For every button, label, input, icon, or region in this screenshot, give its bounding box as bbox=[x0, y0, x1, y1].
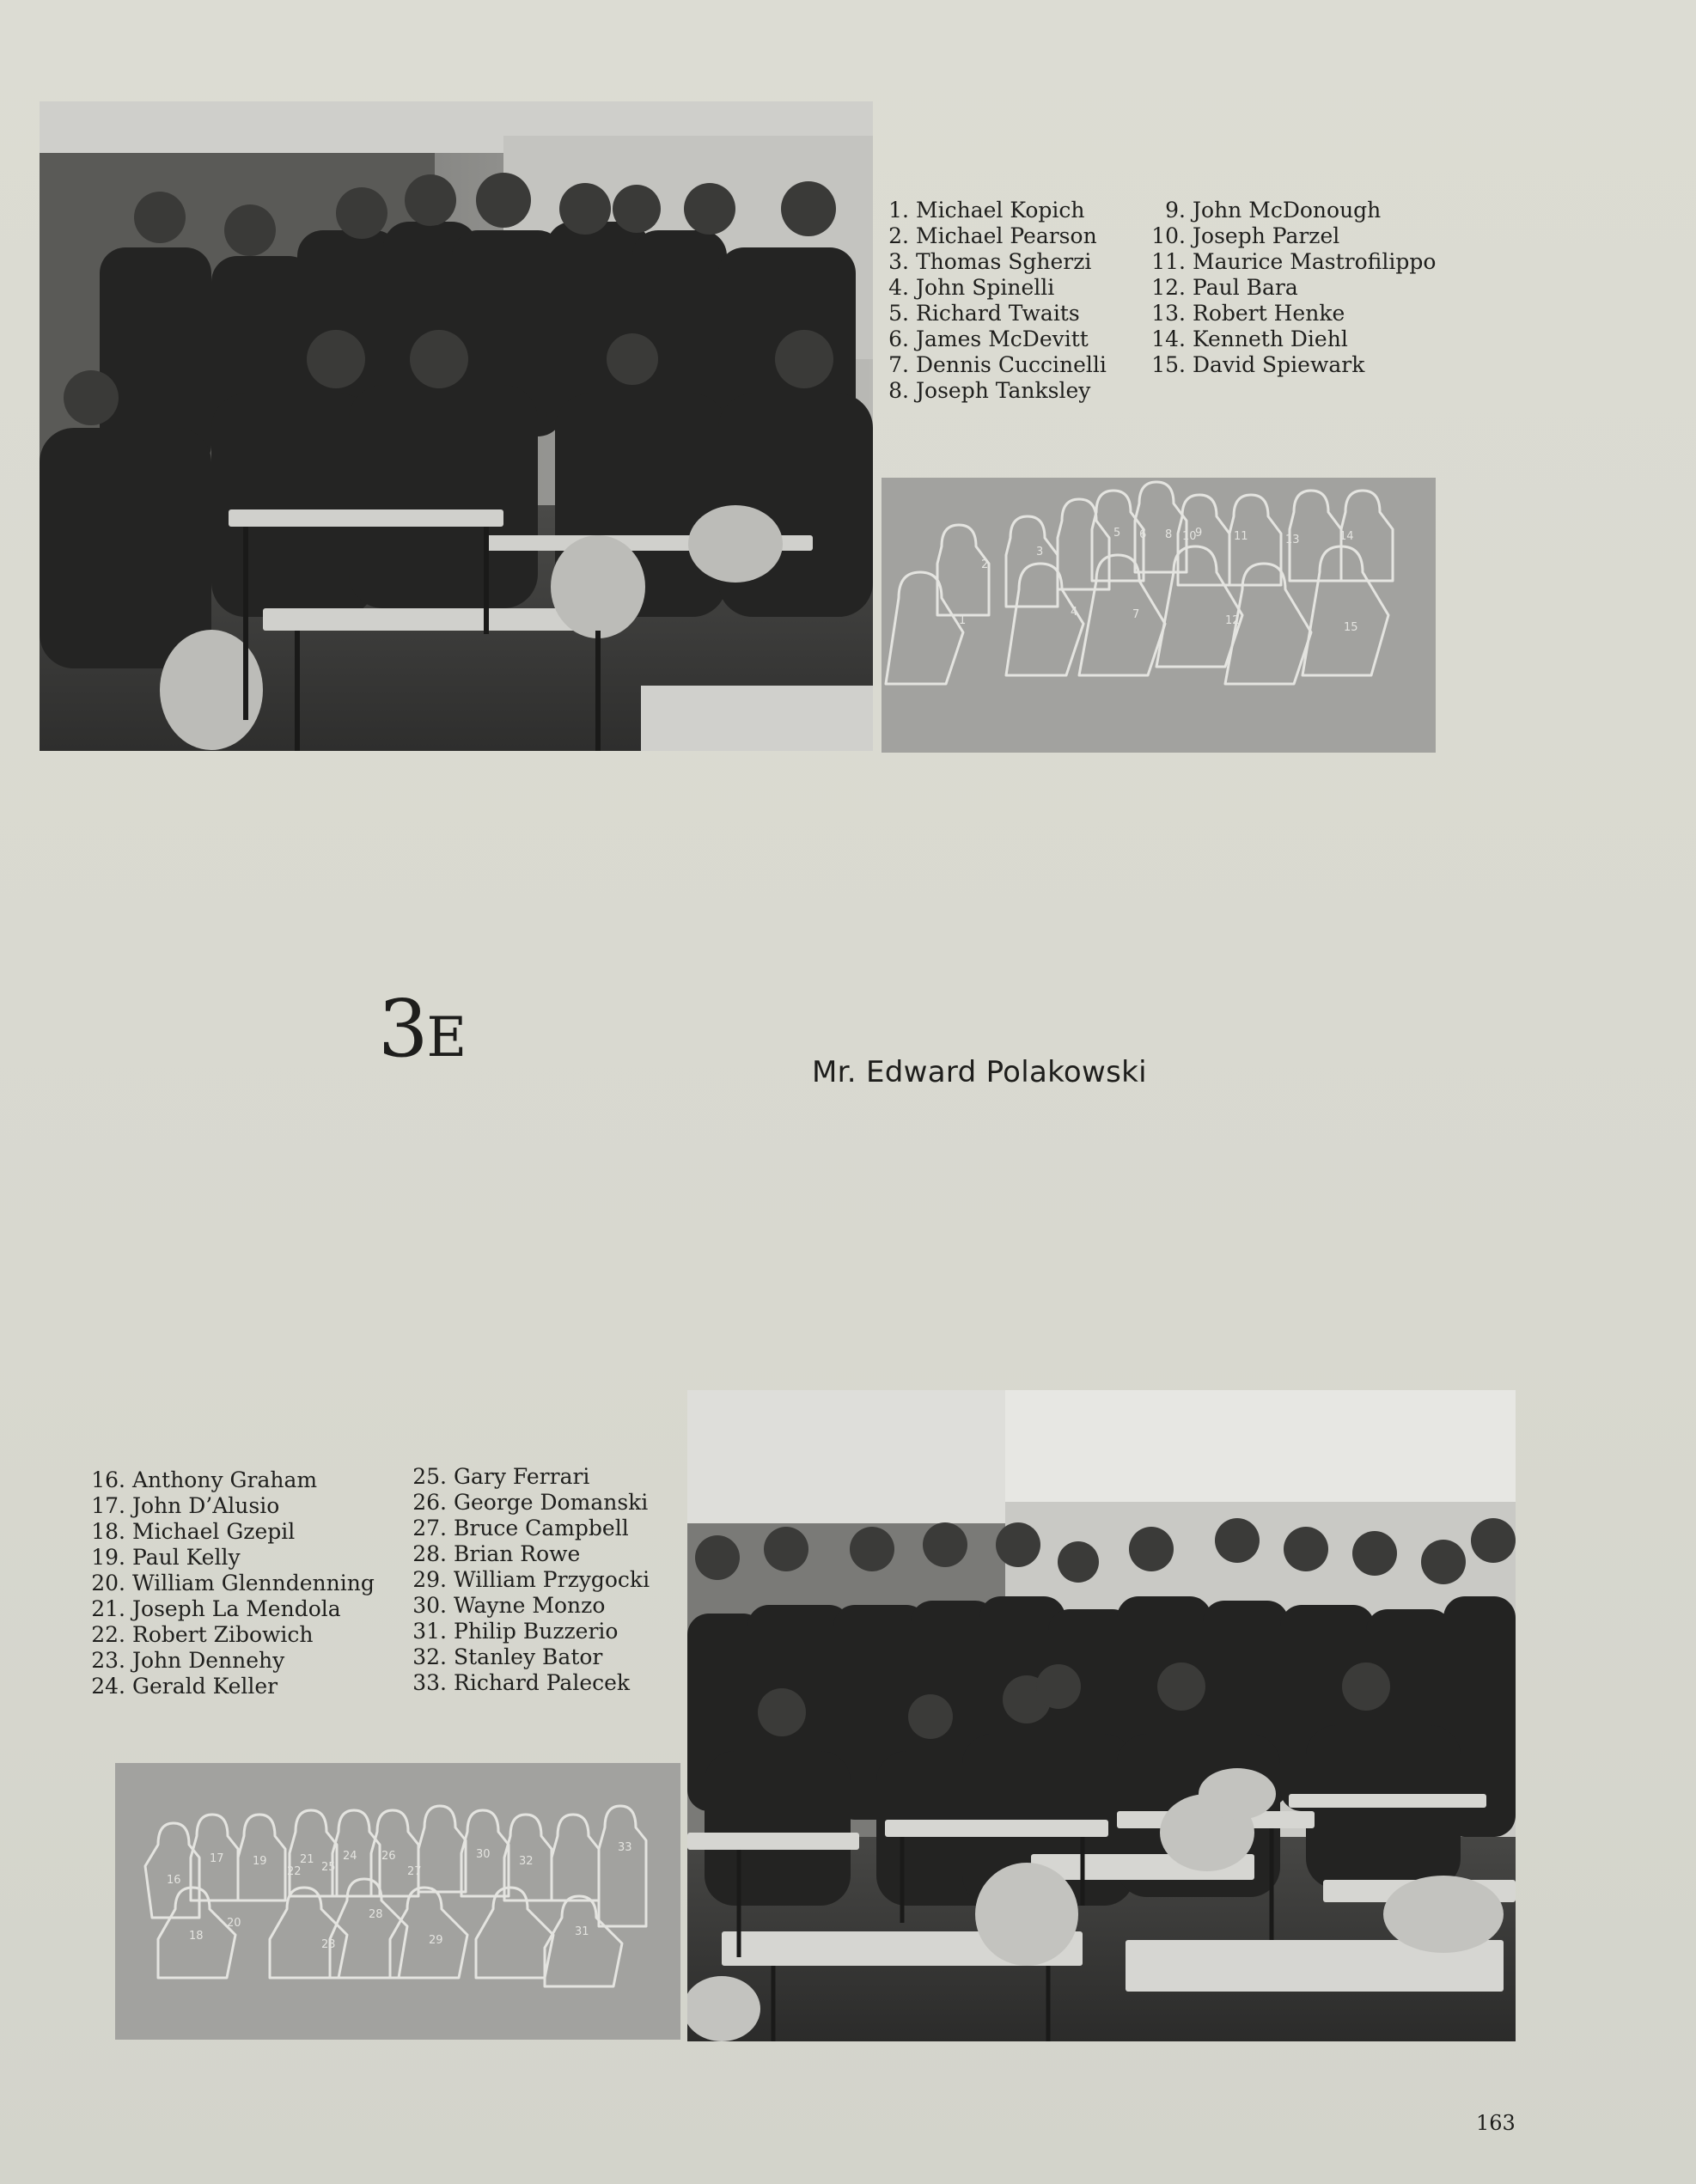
roster-entry bbox=[1151, 249, 1436, 275]
photo-key-top-outlines bbox=[882, 478, 1436, 753]
key-top-label: 4 bbox=[1071, 606, 1078, 619]
teacher-name: Mr. Edward Polakowski bbox=[812, 1055, 1147, 1089]
roster-entry bbox=[412, 1670, 650, 1696]
roster-number: 23. bbox=[91, 1648, 125, 1673]
roster-number: 6. bbox=[888, 326, 909, 351]
student-name: David Spiewark bbox=[1193, 352, 1365, 377]
roster-number: 14. bbox=[1151, 326, 1186, 351]
roster-entry bbox=[880, 352, 1107, 378]
class-photo-top-image bbox=[40, 101, 873, 751]
key-top-label: 8 bbox=[1165, 528, 1173, 541]
roster-entry bbox=[412, 1464, 650, 1490]
key-top-label: 9 bbox=[1195, 527, 1203, 540]
key-bottom-label: 26 bbox=[381, 1850, 396, 1863]
student-name: Paul Kelly bbox=[132, 1545, 241, 1570]
key-top-label: 14 bbox=[1339, 530, 1354, 543]
student-name: John McDonough bbox=[1193, 198, 1382, 223]
roster-number: 19. bbox=[91, 1545, 125, 1570]
roster-entry bbox=[91, 1571, 375, 1596]
roster-entry bbox=[880, 198, 1107, 223]
key-bottom-label: 17 bbox=[210, 1852, 224, 1865]
roster-entry bbox=[412, 1619, 650, 1644]
key-top-label: 1 bbox=[959, 614, 967, 627]
roster-number: 32. bbox=[412, 1644, 447, 1669]
key-top-label: 10 bbox=[1182, 530, 1197, 543]
roster-entry bbox=[880, 249, 1107, 275]
student-name: Gary Ferrari bbox=[454, 1464, 590, 1489]
roster-number: 29. bbox=[412, 1567, 447, 1592]
key-top-label: 11 bbox=[1234, 530, 1248, 543]
roster-entry bbox=[91, 1545, 375, 1571]
student-name: Gerald Keller bbox=[132, 1674, 278, 1699]
student-name: Joseph Parzel bbox=[1193, 223, 1340, 248]
roster-number: 15. bbox=[1151, 352, 1186, 377]
roster-entry bbox=[1151, 326, 1436, 352]
key-bottom-label: 27 bbox=[407, 1865, 422, 1878]
roster-number: 17. bbox=[91, 1493, 125, 1518]
roster-entry bbox=[91, 1493, 375, 1519]
roster-entry bbox=[1151, 275, 1436, 301]
roster-entry bbox=[91, 1622, 375, 1648]
student-name: Robert Henke bbox=[1193, 301, 1345, 326]
student-name: John D’Alusio bbox=[132, 1493, 280, 1518]
key-bottom-label: 29 bbox=[429, 1934, 443, 1947]
roster-number: 18. bbox=[91, 1519, 125, 1544]
roster-entry bbox=[412, 1490, 650, 1516]
photo-key-bottom bbox=[115, 1763, 680, 2040]
roster-number: 33. bbox=[412, 1670, 447, 1695]
roster-number: 4. bbox=[888, 275, 909, 300]
class-photo-bottom-image bbox=[687, 1390, 1516, 2041]
roster-entry bbox=[1151, 198, 1436, 223]
key-top-label: 13 bbox=[1285, 534, 1300, 546]
key-top-label: 12 bbox=[1225, 614, 1240, 627]
roster-number: 21. bbox=[91, 1596, 125, 1621]
roster-entry bbox=[91, 1596, 375, 1622]
roster-entry bbox=[1151, 223, 1436, 249]
student-name: James McDevitt bbox=[916, 326, 1089, 351]
key-bottom-label: 21 bbox=[300, 1853, 314, 1866]
roster-entry bbox=[91, 1519, 375, 1545]
roster-bottom-col2 bbox=[412, 1464, 650, 1696]
student-name: Michael Kopich bbox=[916, 198, 1085, 223]
roster-entry bbox=[412, 1644, 650, 1670]
roster-number: 24. bbox=[91, 1674, 125, 1699]
key-top-label: 7 bbox=[1132, 608, 1140, 621]
roster-entry bbox=[91, 1648, 375, 1674]
student-name: Thomas Sgherzi bbox=[916, 249, 1092, 274]
roster-number: 5. bbox=[888, 301, 909, 326]
roster-number: 28. bbox=[412, 1541, 447, 1566]
student-name: Michael Gzepil bbox=[132, 1519, 296, 1544]
key-bottom-label: 33 bbox=[618, 1841, 632, 1854]
roster-entry bbox=[880, 301, 1107, 326]
key-bottom-label: 23 bbox=[321, 1938, 336, 1951]
roster-number: 1. bbox=[888, 198, 909, 223]
class-photo-bottom bbox=[687, 1390, 1516, 2041]
student-name: Richard Twaits bbox=[916, 301, 1080, 326]
roster-number: 20. bbox=[91, 1571, 125, 1595]
student-name: Philip Buzzerio bbox=[454, 1619, 619, 1644]
key-bottom-label: 32 bbox=[519, 1855, 534, 1868]
key-top-label: 6 bbox=[1139, 528, 1147, 541]
roster-bottom-col1 bbox=[91, 1467, 375, 1699]
key-bottom-label: 20 bbox=[227, 1917, 241, 1930]
page-number: 163 bbox=[1476, 2111, 1516, 2135]
roster-number: 22. bbox=[91, 1622, 125, 1647]
roster-number: 16. bbox=[91, 1467, 125, 1492]
roster-entry bbox=[412, 1567, 650, 1593]
student-name: William Przygocki bbox=[454, 1567, 650, 1592]
key-bottom-label: 30 bbox=[476, 1848, 491, 1861]
roster-top-col1 bbox=[880, 198, 1107, 404]
student-name: George Domanski bbox=[454, 1490, 649, 1515]
roster-entry bbox=[1151, 301, 1436, 326]
key-bottom-label: 16 bbox=[167, 1874, 181, 1887]
roster-entry bbox=[1151, 352, 1436, 378]
roster-entry bbox=[91, 1467, 375, 1493]
student-name: Stanley Bator bbox=[454, 1644, 603, 1669]
student-name: Bruce Campbell bbox=[454, 1516, 629, 1540]
key-top-label: 2 bbox=[981, 558, 989, 571]
roster-entry bbox=[880, 326, 1107, 352]
student-name: John Spinelli bbox=[916, 275, 1055, 300]
key-bottom-label: 31 bbox=[575, 1925, 589, 1938]
key-top-label: 3 bbox=[1036, 546, 1044, 558]
student-name: John Dennehy bbox=[132, 1648, 285, 1673]
key-bottom-label: 28 bbox=[369, 1908, 383, 1921]
roster-number: 31. bbox=[412, 1619, 447, 1644]
roster-entry bbox=[880, 378, 1107, 404]
key-bottom-label: 22 bbox=[287, 1865, 302, 1878]
student-name: Joseph Tanksley bbox=[916, 378, 1091, 403]
roster-number: 2. bbox=[888, 223, 909, 248]
roster-number: 7. bbox=[888, 352, 909, 377]
roster-number: 3. bbox=[888, 249, 909, 274]
student-name: William Glenndenning bbox=[132, 1571, 375, 1595]
key-top-label: 15 bbox=[1344, 621, 1358, 634]
key-bottom-label: 18 bbox=[189, 1930, 204, 1943]
photo-key-top bbox=[882, 478, 1436, 753]
roster-entry bbox=[412, 1541, 650, 1567]
student-name: Maurice Mastrofilippo bbox=[1193, 249, 1437, 274]
key-bottom-label: 24 bbox=[343, 1850, 357, 1863]
roster-number: 8. bbox=[888, 378, 909, 403]
student-name: Kenneth Diehl bbox=[1193, 326, 1348, 351]
key-bottom-label: 25 bbox=[321, 1861, 336, 1874]
homeroom-letter: E bbox=[426, 1006, 466, 1070]
roster-entry bbox=[412, 1516, 650, 1541]
roster-top-col2 bbox=[1151, 198, 1436, 378]
key-bottom-label: 19 bbox=[253, 1855, 267, 1868]
student-name: Anthony Graham bbox=[132, 1467, 318, 1492]
homeroom-label bbox=[378, 983, 466, 1081]
roster-entry bbox=[880, 223, 1107, 249]
student-name: Dennis Cuccinelli bbox=[916, 352, 1107, 377]
student-name: Joseph La Mendola bbox=[132, 1596, 341, 1621]
student-name: Wayne Monzo bbox=[454, 1593, 606, 1618]
roster-number: 10. bbox=[1151, 223, 1186, 248]
class-photo-top bbox=[40, 101, 873, 751]
key-top-label: 5 bbox=[1113, 527, 1121, 540]
roster-entry bbox=[880, 275, 1107, 301]
student-name: Robert Zibowich bbox=[132, 1622, 314, 1647]
roster-number: 13. bbox=[1151, 301, 1186, 326]
roster-number: 27. bbox=[412, 1516, 447, 1540]
student-name: Michael Pearson bbox=[916, 223, 1097, 248]
roster-number: 26. bbox=[412, 1490, 447, 1515]
roster-number: 9. bbox=[1165, 198, 1186, 223]
student-name: Paul Bara bbox=[1193, 275, 1298, 300]
roster-number: 12. bbox=[1151, 275, 1186, 300]
homeroom-number: 3 bbox=[378, 983, 427, 1075]
photo-key-bottom-outlines bbox=[115, 1763, 680, 2040]
roster-number: 30. bbox=[412, 1593, 447, 1618]
student-name: Brian Rowe bbox=[454, 1541, 581, 1566]
roster-entry bbox=[91, 1674, 375, 1699]
roster-number: 11. bbox=[1151, 249, 1186, 274]
student-name: Richard Palecek bbox=[454, 1670, 631, 1695]
roster-number: 25. bbox=[412, 1464, 447, 1489]
roster-entry bbox=[412, 1593, 650, 1619]
